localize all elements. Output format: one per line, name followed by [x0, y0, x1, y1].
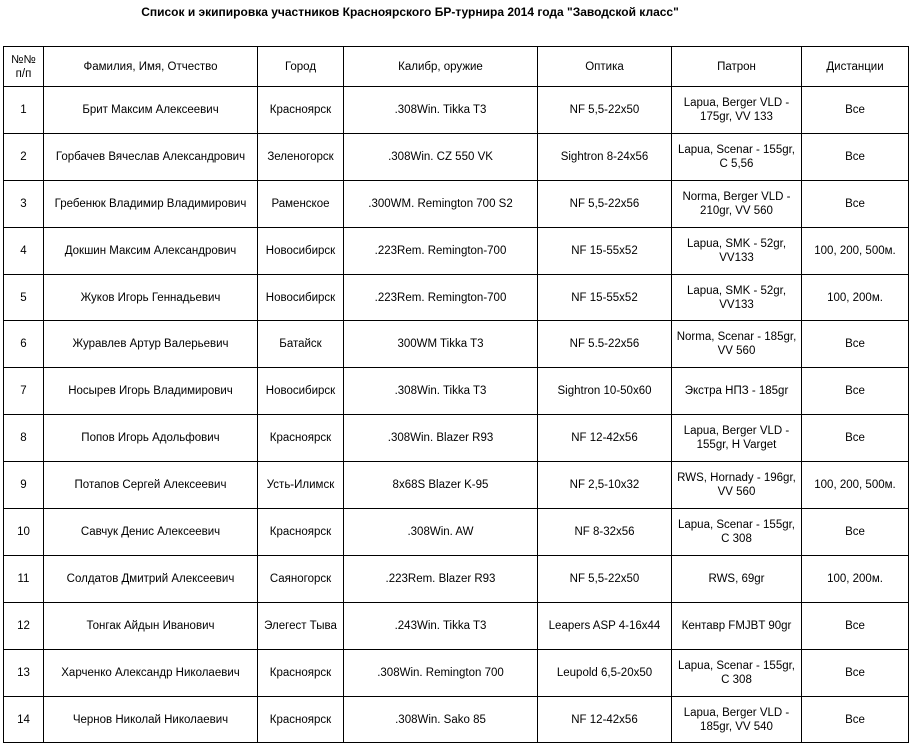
cell-weapon: .308Win. AW — [344, 509, 538, 556]
cell-city: Новосибирск — [258, 227, 344, 274]
header-num: №№ п/п — [4, 47, 44, 87]
cell-city: Усть-Илимск — [258, 462, 344, 509]
cell-name: Чернов Николай Николаевич — [44, 696, 258, 743]
cell-city: Красноярск — [258, 509, 344, 556]
cell-num: 13 — [4, 649, 44, 696]
cell-weapon: .308Win. Tikka T3 — [344, 87, 538, 134]
cell-distances: Все — [802, 87, 909, 134]
cell-distances: 100, 200м. — [802, 555, 909, 602]
cell-name: Харченко Александр Николаевич — [44, 649, 258, 696]
header-distances: Дистанции — [802, 47, 909, 87]
header-city: Город — [258, 47, 344, 87]
table-row — [4, 602, 909, 649]
cell-num: 8 — [4, 415, 44, 462]
cell-cartridge: Кентавр FMJBT 90gr — [672, 602, 802, 649]
cell-cartridge: Lapua, Scenar - 155gr, С 308 — [672, 509, 802, 556]
cell-cartridge: Norma, Scenar - 185gr, VV 560 — [672, 321, 802, 368]
cell-weapon: .308Win. Remington 700 — [344, 649, 538, 696]
cell-num: 7 — [4, 368, 44, 415]
cell-city: Красноярск — [258, 415, 344, 462]
cell-weapon: .223Rem. Remington-700 — [344, 227, 538, 274]
cell-optics: NF 5.5-22x56 — [538, 321, 672, 368]
cell-name: Докшин Максим Александрович — [44, 227, 258, 274]
table-row — [4, 368, 909, 415]
cell-optics: Leupold 6,5-20x50 — [538, 649, 672, 696]
cell-num: 14 — [4, 696, 44, 743]
cell-cartridge: Norma, Berger VLD - 210gr, VV 560 — [672, 180, 802, 227]
cell-optics: NF 5,5-22x50 — [538, 87, 672, 134]
cell-weapon: .243Win. Tikka T3 — [344, 602, 538, 649]
cell-weapon: .308Win. Blazer R93 — [344, 415, 538, 462]
cell-cartridge: RWS, Hornady - 196gr, VV 560 — [672, 462, 802, 509]
cell-cartridge: Lapua, Berger VLD - 185gr, VV 540 — [672, 696, 802, 743]
cell-num: 9 — [4, 462, 44, 509]
cell-name: Солдатов Дмитрий Алексеевич — [44, 555, 258, 602]
table-row — [4, 227, 909, 274]
cell-distances: Все — [802, 133, 909, 180]
cell-distances: Все — [802, 649, 909, 696]
cell-city: Красноярск — [258, 649, 344, 696]
cell-cartridge: Lapua, Berger VLD - 155gr, H Varget — [672, 415, 802, 462]
cell-cartridge: Lapua, Berger VLD - 175gr, VV 133 — [672, 87, 802, 134]
cell-name: Потапов Сергей Алексеевич — [44, 462, 258, 509]
cell-cartridge: Lapua, Scenar - 155gr, С 5,56 — [672, 133, 802, 180]
cell-distances: 100, 200, 500м. — [802, 227, 909, 274]
cell-cartridge: Экстра НПЗ - 185gr — [672, 368, 802, 415]
table-row — [4, 696, 909, 743]
cell-distances: Все — [802, 321, 909, 368]
cell-num: 6 — [4, 321, 44, 368]
table-row — [4, 180, 909, 227]
cell-name: Тонгак Айдын Иванович — [44, 602, 258, 649]
cell-weapon: .308Win. Tikka T3 — [344, 368, 538, 415]
cell-weapon: .223Rem. Blazer R93 — [344, 555, 538, 602]
cell-name: Журавлев Артур Валерьевич — [44, 321, 258, 368]
cell-name: Брит Максим Алексеевич — [44, 87, 258, 134]
table-row — [4, 649, 909, 696]
cell-optics: NF 5,5-22x56 — [538, 180, 672, 227]
header-name: Фамилия, Имя, Отчество — [44, 47, 258, 87]
cell-name: Горбачев Вячеслав Александрович — [44, 133, 258, 180]
cell-cartridge: RWS, 69gr — [672, 555, 802, 602]
cell-name: Савчук Денис Алексеевич — [44, 509, 258, 556]
cell-weapon: .300WM. Remington 700 S2 — [344, 180, 538, 227]
cell-city: Новосибирск — [258, 274, 344, 321]
header-cartridge: Патрон — [672, 47, 802, 87]
table-row — [4, 274, 909, 321]
table-row — [4, 87, 909, 134]
document-title: Список и экипировка участников Красноярского БР-турнира 2014 года "Заводской класс" — [141, 5, 679, 19]
cell-num: 12 — [4, 602, 44, 649]
cell-num: 11 — [4, 555, 44, 602]
cell-optics: NF 8-32x56 — [538, 509, 672, 556]
cell-cartridge: Lapua, SMK - 52gr, VV133 — [672, 274, 802, 321]
cell-num: 4 — [4, 227, 44, 274]
cell-optics: Leapers ASP 4-16x44 — [538, 602, 672, 649]
cell-num: 2 — [4, 133, 44, 180]
cell-distances: 100, 200, 500м. — [802, 462, 909, 509]
cell-optics: NF 5,5-22x50 — [538, 555, 672, 602]
cell-name: Жуков Игорь Геннадьевич — [44, 274, 258, 321]
cell-optics: NF 12-42x56 — [538, 696, 672, 743]
cell-weapon: .308Win. CZ 550 VK — [344, 133, 538, 180]
header-weapon: Калибр, оружие — [344, 47, 538, 87]
table-row — [4, 415, 909, 462]
cell-distances: Все — [802, 509, 909, 556]
cell-city: Саяногорск — [258, 555, 344, 602]
cell-num: 10 — [4, 509, 44, 556]
table-row — [4, 509, 909, 556]
table-row — [4, 555, 909, 602]
cell-num: 3 — [4, 180, 44, 227]
cell-name: Попов Игорь Адольфович — [44, 415, 258, 462]
cell-city: Зеленогорск — [258, 133, 344, 180]
cell-optics: Sightron 10-50x60 — [538, 368, 672, 415]
table-header-row — [4, 47, 909, 87]
header-optics: Оптика — [538, 47, 672, 87]
table-row — [4, 462, 909, 509]
cell-name: Гребенюк Владимир Владимирович — [44, 180, 258, 227]
cell-optics: Sightron 8-24x56 — [538, 133, 672, 180]
cell-city: Раменское — [258, 180, 344, 227]
cell-distances: Все — [802, 415, 909, 462]
cell-city: Новосибирск — [258, 368, 344, 415]
cell-city: Красноярск — [258, 696, 344, 743]
cell-cartridge: Lapua, SMK - 52gr, VV133 — [672, 227, 802, 274]
cell-optics: NF 15-55x52 — [538, 227, 672, 274]
cell-weapon: 8x68S Blazer K-95 — [344, 462, 538, 509]
cell-optics: NF 2,5-10x32 — [538, 462, 672, 509]
cell-weapon: .308Win. Sako 85 — [344, 696, 538, 743]
cell-city: Батайск — [258, 321, 344, 368]
cell-num: 1 — [4, 87, 44, 134]
cell-weapon: .223Rem. Remington-700 — [344, 274, 538, 321]
cell-num: 5 — [4, 274, 44, 321]
cell-name: Носырев Игорь Владимирович — [44, 368, 258, 415]
cell-cartridge: Lapua, Scenar - 155gr, С 308 — [672, 649, 802, 696]
cell-distances: 100, 200м. — [802, 274, 909, 321]
cell-distances: Все — [802, 180, 909, 227]
cell-weapon: 300WM Tikka T3 — [344, 321, 538, 368]
cell-distances: Все — [802, 602, 909, 649]
table-row — [4, 321, 909, 368]
cell-distances: Все — [802, 696, 909, 743]
cell-distances: Все — [802, 368, 909, 415]
participants-table — [3, 46, 909, 743]
cell-city: Элегест Тыва — [258, 602, 344, 649]
cell-optics: NF 15-55x52 — [538, 274, 672, 321]
table-row — [4, 133, 909, 180]
cell-city: Красноярск — [258, 87, 344, 134]
cell-optics: NF 12-42x56 — [538, 415, 672, 462]
